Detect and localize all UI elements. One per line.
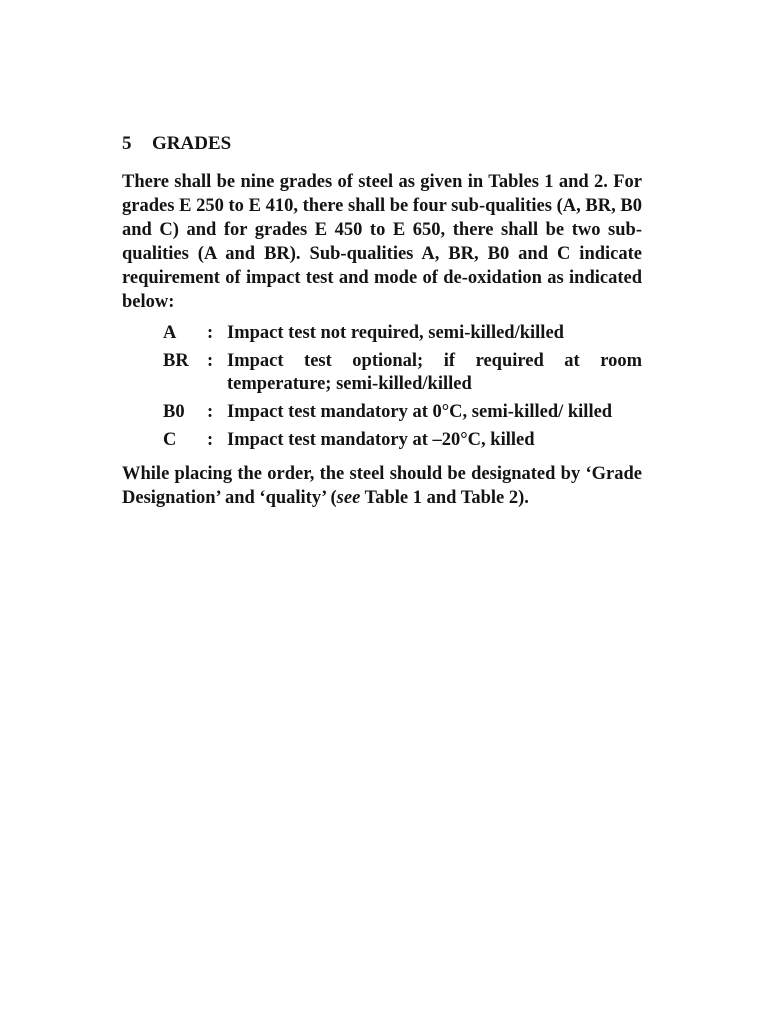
list-item xyxy=(122,429,642,452)
intro-paragraph: There shall be nine grades of steel as given in Tables 1 and 2. For grades E 250 to E 410, there shall be four sub-qualities (A, BR, B0 and C) and for grades E 450 to E 650, there shall be two sub-qualities (A and BR). Sub-qualities A, BR, B0 and C indicate requirement of impact test and mode of de-oxidation as indicated below: xyxy=(122,172,642,312)
sub-quality-list xyxy=(122,322,642,452)
separator: : xyxy=(207,351,214,371)
document-page xyxy=(122,132,642,510)
sub-quality-description: Impact test optional; if required at room temperature; semi-killed/killed xyxy=(227,351,642,394)
separator: : xyxy=(207,323,214,343)
closing-text-after: Table 1 and Table 2). xyxy=(360,488,529,508)
section-number: 5 xyxy=(122,133,132,154)
sub-quality-key: B0 xyxy=(163,402,185,422)
sub-quality-key: BR xyxy=(163,351,189,371)
sub-quality-key: C xyxy=(163,430,177,450)
section-heading xyxy=(122,132,642,156)
separator: : xyxy=(207,430,214,450)
closing-paragraph xyxy=(122,462,642,510)
sub-quality-description: Impact test mandatory at 0°C, semi-killed/ killed xyxy=(227,402,613,422)
list-item xyxy=(122,322,642,345)
closing-text-before: While placing the order, the steel should be designated by ‘Grade Designation’ and ‘quality’ ( xyxy=(122,464,642,508)
separator: : xyxy=(207,402,214,422)
section-title: GRADES xyxy=(152,133,232,154)
closing-italic-see: see xyxy=(336,488,361,508)
list-item xyxy=(122,401,642,424)
sub-quality-description: Impact test not required, semi-killed/killed xyxy=(227,323,564,343)
sub-quality-key: A xyxy=(163,323,177,343)
list-item xyxy=(122,350,642,396)
sub-quality-description: Impact test mandatory at –20°C, killed xyxy=(227,430,535,450)
